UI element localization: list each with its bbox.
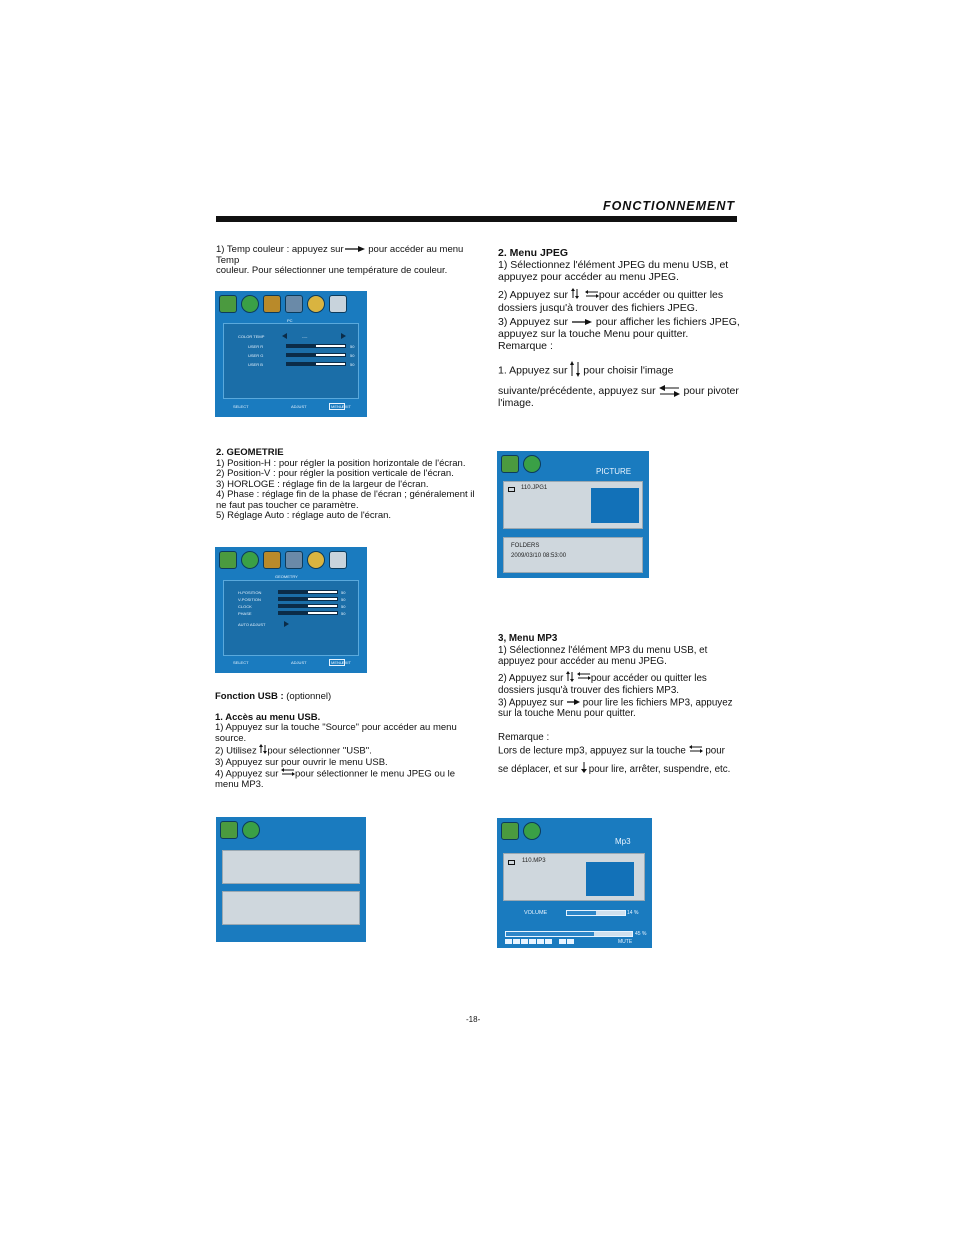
picture-screen (497, 451, 649, 578)
color-temp-label: COLOR TEMP (238, 334, 265, 339)
user-g-value: 50 (350, 353, 355, 358)
mp3-menu-icon[interactable] (523, 455, 541, 473)
play-icon[interactable] (521, 939, 528, 944)
right-arrow-icon (566, 697, 580, 709)
footer-exit: EXIT (342, 660, 351, 665)
page-number: -18- (466, 1015, 481, 1024)
volume-percent: 14 % (627, 910, 639, 916)
left-triangle-icon (282, 333, 288, 339)
volume-label: VOLUME (524, 910, 548, 916)
rotate-arrows-icon (659, 385, 681, 397)
rewind-icon[interactable] (513, 939, 520, 944)
screen-title: PC (287, 318, 293, 323)
geometry-panel (223, 580, 359, 656)
right-triangle-icon (341, 333, 347, 339)
jpeg-menu-icon[interactable] (220, 821, 238, 839)
search-menu-icon (285, 551, 303, 569)
usb-icon-bar (501, 455, 541, 477)
geometrie-heading: 2. GEOMETRIE (216, 447, 284, 458)
footer-select: SELECT (233, 404, 249, 409)
h-position-value: 50 (341, 590, 346, 595)
user-b-label: USER B (248, 362, 263, 367)
mp3-menu-text: 3, Menu MP3 1) Sélectionnez l'élément MP3 du menu USB, et appuyez pour accéder au menu JPEG. 2) Appuyez sur pour accéder ou quitter les dossiers jusqu'à trouver des fichiers MP3. 3) Appuyez sur pour lire les fichiers MP3, appuyez sur la touche Menu pour quitter. Remarque : Lors de lecture mp3, appuyez sur la touche pour se déplacer, et sur pour lire, arrêter, suspendre, etc. (498, 633, 733, 776)
up-down-arrow-icon (571, 288, 579, 302)
footer-menu-key: MENU (331, 660, 343, 665)
right-arrow-icon (571, 319, 593, 325)
mute-toggle-icon[interactable] (567, 939, 574, 944)
jpeg-menu-icon[interactable] (501, 822, 519, 840)
datetime-label: 2009/03/10 08:53:00 (511, 553, 567, 559)
file-name[interactable]: 110.JPG1 (521, 485, 548, 491)
pc-menu-icon (329, 295, 347, 313)
down-arrow-icon (581, 762, 589, 777)
left-right-arrow-icon (281, 768, 295, 780)
v-position-value: 50 (341, 597, 346, 602)
v-position-bar[interactable] (278, 597, 338, 601)
color-temp-value: ---- (302, 334, 308, 339)
h-position-label: H-POSITION (238, 590, 262, 595)
repeat-icon[interactable] (559, 939, 566, 944)
file-icon (508, 860, 515, 865)
footer-adjust: ADJUST (291, 660, 307, 665)
volume-bar[interactable] (566, 910, 626, 916)
geometrie-text: 2. GEOMETRIE 1) Position-H : pour régler la position horizontale de l'écran. 2) Position-V : pour régler la position verticale de l'écran. 3) HORLOGE : réglage fin de la largeur de l'écran. 4) Phase : réglage fin de la phase de l'écran ; généralement il ne faut pas toucher ce paramètre. 5) Réglage Auto : réglage auto de l'écran. (216, 447, 475, 521)
phase-bar[interactable] (278, 611, 338, 615)
folders-label: FOLDERS (511, 543, 540, 549)
mute-label: MUTE (618, 939, 633, 945)
usb-content-box-bottom (222, 891, 360, 925)
next-icon[interactable] (545, 939, 552, 944)
user-g-label: USER G (248, 353, 264, 358)
user-b-bar[interactable] (286, 362, 346, 366)
mp3-menu-icon[interactable] (523, 822, 541, 840)
user-g-bar[interactable] (286, 353, 346, 357)
mp3-title: Mp3 (615, 837, 631, 846)
left-right-arrow-icon (689, 745, 703, 757)
time-menu-icon (263, 295, 281, 313)
footer-exit: EXIT (342, 404, 351, 409)
auto-adjust-label[interactable]: AUTO ADJUST (238, 622, 266, 627)
h-position-bar[interactable] (278, 590, 338, 594)
forward-icon[interactable] (537, 939, 544, 944)
usb-function-text: Fonction USB : (optionnel) 1. Accès au menu USB. 1) Appuyez sur la touche "Source" pour accéder au menu source. 2) Utilisez pour sélectionner "USB". 3) Appuyez sur pour ouvrir le menu USB. 4) Appuyez sur pour sélectionner le menu JPEG ou le menu MP3. (215, 691, 457, 790)
option-menu-icon (307, 295, 325, 313)
footer-select: SELECT (233, 660, 249, 665)
user-r-bar[interactable] (286, 344, 346, 348)
file-name[interactable]: 110.MP3 (522, 858, 546, 864)
stop-icon[interactable] (529, 939, 536, 944)
sound-menu-icon (241, 295, 259, 313)
cover-thumbnail (586, 862, 634, 896)
footer-menu-key: MENU (331, 404, 343, 409)
section-title: FONCTIONNEMENT (602, 199, 735, 213)
progress-percent: 45 % (635, 931, 647, 937)
user-b-value: 50 (350, 362, 355, 367)
menu-icon-bar (219, 295, 347, 317)
clock-bar[interactable] (278, 604, 338, 608)
mp3-screen (497, 818, 652, 948)
screen-title: GEOMETRY (275, 574, 298, 579)
right-arrow-icon (344, 246, 366, 252)
footer-adjust: ADJUST (291, 404, 307, 409)
user-r-value: 50 (350, 344, 355, 349)
geometry-menu-screen (215, 547, 367, 673)
up-down-arrow-icon (570, 361, 580, 380)
preview-thumbnail (591, 488, 639, 523)
mp3-menu-icon[interactable] (242, 821, 260, 839)
left-right-arrow-icon (577, 672, 591, 684)
progress-bar[interactable] (505, 931, 633, 937)
menu-icon-bar (219, 551, 347, 573)
usb-menu-screen (216, 817, 366, 942)
playback-controls (505, 939, 574, 944)
time-menu-icon (263, 551, 281, 569)
file-list-box (503, 853, 645, 901)
option-menu-icon (307, 551, 325, 569)
jpeg-menu-text: 2. Menu JPEG 1) Sélectionnez l'élément JPEG du menu USB, et appuyez pour accéder au menu JPEG. 2) Appuyez sur pour accéder ou quitter les dossiers jusqu'à trouver des fichiers JPEG. 3) Appuyez sur pour afficher les fichiers JPEG, appuyez sur la touche Menu pour quitter. Remarque : 1. Appuyez sur pour choisir l'image suivante/précédente, appuyez sur pour pivoter l'image. (498, 247, 740, 410)
prev-icon[interactable] (505, 939, 512, 944)
pc-panel (223, 323, 359, 399)
info-box (503, 537, 643, 573)
temp-couleur-text: 1) Temp couleur : appuyez sur pour accéder au menu Temp couleur. Pour sélectionner une température de couleur. (216, 244, 464, 276)
pc-menu-icon (329, 551, 347, 569)
left-right-arrow-icon (585, 289, 599, 301)
phase-value: 50 (341, 611, 346, 616)
picture-menu-icon (219, 551, 237, 569)
clock-value: 50 (341, 604, 346, 609)
jpeg-menu-icon[interactable] (501, 455, 519, 473)
header-rule (216, 216, 737, 222)
right-triangle-icon (284, 621, 290, 627)
v-position-label: V-POSITION (238, 597, 261, 602)
file-icon (508, 487, 515, 492)
search-menu-icon (285, 295, 303, 313)
usb-icon-bar (501, 822, 541, 844)
usb-content-box-top (222, 850, 360, 884)
picture-menu-icon (219, 295, 237, 313)
usb-icon-bar (220, 821, 260, 843)
user-r-label: USER R (248, 344, 264, 349)
up-down-arrow-icon (566, 671, 574, 686)
phase-label: PHASE (238, 611, 252, 616)
clock-label: CLOCK (238, 604, 252, 609)
picture-title: PICTURE (596, 467, 632, 476)
file-list-box (503, 481, 643, 529)
sound-menu-icon (241, 551, 259, 569)
pc-menu-screen (215, 291, 367, 417)
